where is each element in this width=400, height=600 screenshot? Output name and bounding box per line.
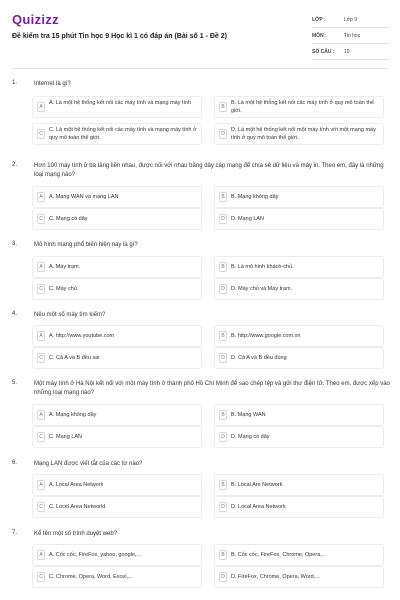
option-text: C. Mạng có dây xyxy=(49,216,88,222)
option-letter: D xyxy=(219,129,227,139)
meta-value: 10 xyxy=(344,48,350,55)
option-letter: A xyxy=(37,410,45,420)
option-text: D. Mạng LAN xyxy=(231,216,265,222)
option-letter: B xyxy=(219,550,227,560)
question-text: Nêu một số máy tìm kiếm? xyxy=(34,312,106,318)
option-letter: D xyxy=(219,432,227,442)
question-text: Một máy tính ở Hà Nội kết nối với một máy tính ở thành phố Hồ Chí Minh để sao chép tệp và gửi thư điện tử. Theo em, được xếp vào những loại mạng nào? xyxy=(34,381,390,396)
option-a[interactable] xyxy=(32,474,202,496)
option-text: D. Máy chủ và Máy trạm. xyxy=(231,286,293,292)
option-text: D. Local Area Network xyxy=(231,504,286,510)
option-letter: A xyxy=(37,262,45,272)
header-divider xyxy=(12,68,388,69)
option-text: D. Là một hệ thống kết nối một máy tính với một mạng máy tính ở quy mô toàn thế giới. xyxy=(231,127,376,141)
option-text: D. Cả A và B đều đúng xyxy=(231,355,287,361)
meta-table xyxy=(312,12,390,60)
option-letter: C xyxy=(37,502,45,512)
option-d[interactable] xyxy=(214,208,384,230)
option-c[interactable] xyxy=(32,347,202,369)
option-text: C. Mạng LAN xyxy=(49,434,83,440)
option-letter: D xyxy=(219,353,227,363)
question-text: Hơn 100 máy tính ở ba tầng liền nhau, được nối với nhau bằng dây cáp mạng để chia sẻ dữ liệu và máy in. Theo em, đây là những loại mạng nào? xyxy=(34,163,384,178)
option-c[interactable] xyxy=(32,278,202,300)
option-letter: B xyxy=(219,192,227,202)
option-b[interactable] xyxy=(214,256,384,278)
option-text: A. http://www.youtube.com xyxy=(49,333,115,339)
option-b[interactable] xyxy=(214,404,384,426)
option-text: B. Local Are Network xyxy=(231,482,283,488)
option-d[interactable] xyxy=(214,347,384,369)
option-letter: B xyxy=(219,102,227,112)
option-letter: C xyxy=(37,214,45,224)
option-letter: D xyxy=(219,572,227,582)
meta-row-subject xyxy=(312,28,390,44)
option-text: A. Mạng không dây xyxy=(49,412,97,418)
option-text: B. Là mô hình khách-chủ. xyxy=(231,264,294,270)
quizizz-logo: Quizizz xyxy=(12,12,59,27)
option-text: C. Là một hệ thống kết nối các máy tính và mạng máy tính ở quy mô toàn thế giới. xyxy=(49,127,197,141)
option-c[interactable] xyxy=(32,426,202,448)
option-text: C. Chrome, Opera, Word, Excel,... xyxy=(49,574,133,580)
option-text: B. Mạng WAN xyxy=(231,412,266,418)
meta-value: Lớp 9 xyxy=(344,16,358,23)
option-d[interactable] xyxy=(214,496,384,518)
option-a[interactable] xyxy=(32,325,202,347)
option-letter: A xyxy=(37,550,45,560)
option-c[interactable] xyxy=(32,123,202,145)
option-letter: B xyxy=(219,262,227,272)
worksheet-title: Đề kiểm tra 15 phút Tin học 9 Học kì 1 có đáp án (Bài số 1 - Đề 2) xyxy=(12,33,227,40)
option-letter: C xyxy=(37,572,45,582)
question-number: 2. xyxy=(12,162,18,168)
meta-value: Tin học xyxy=(344,32,361,39)
option-a[interactable] xyxy=(32,186,202,208)
option-letter: D xyxy=(219,214,227,224)
option-text: A. Máy trạm. xyxy=(49,264,81,270)
meta-label: SỐ CÂU : xyxy=(312,48,335,55)
option-text: D. Mạng có dây xyxy=(231,434,270,440)
option-text: A. Cốc cốc, FireFox, yahoo, google,... xyxy=(49,552,142,558)
option-d[interactable] xyxy=(214,278,384,300)
worksheet-header xyxy=(0,0,400,68)
question-text: Mô hình mạng phổ biến hiện nay là gì? xyxy=(34,242,138,248)
option-text: C. Cả A và B đều sai xyxy=(49,355,100,361)
question-number: 6. xyxy=(12,460,18,466)
option-text: B. Cốc cốc, FireFox, Chrome, Opera,... xyxy=(231,552,327,558)
option-b[interactable] xyxy=(214,544,384,566)
option-letter: A xyxy=(37,480,45,490)
option-text: B. Mạng không dây xyxy=(231,194,279,200)
option-c[interactable] xyxy=(32,496,202,518)
meta-label: MÔN : xyxy=(312,32,327,39)
option-letter: A xyxy=(37,331,45,341)
option-letter: C xyxy=(37,432,45,442)
question-text: Internet là gì? xyxy=(34,81,71,87)
question-number: 4. xyxy=(12,311,18,317)
option-b[interactable] xyxy=(214,96,384,118)
meta-label: LỚP : xyxy=(312,16,326,23)
option-text: C. Máy chủ. xyxy=(49,286,79,292)
option-letter: B xyxy=(219,331,227,341)
option-d[interactable] xyxy=(214,123,384,145)
option-letter: D xyxy=(219,284,227,294)
option-letter: C xyxy=(37,353,45,363)
option-letter: B xyxy=(219,410,227,420)
option-c[interactable] xyxy=(32,208,202,230)
question-text: Kể tên một số trình duyệt web? xyxy=(34,531,118,537)
option-b[interactable] xyxy=(214,325,384,347)
meta-row-class xyxy=(312,12,390,28)
option-text: B. http://www.google.com.vn xyxy=(231,333,301,339)
option-letter: D xyxy=(219,502,227,512)
option-b[interactable] xyxy=(214,474,384,496)
option-text: D. FireFox, Chrome, Opera, Word,... xyxy=(231,574,320,580)
meta-row-count xyxy=(312,44,390,60)
option-letter: C xyxy=(37,284,45,294)
question-number: 1. xyxy=(12,80,18,86)
option-text: A. Local Area Network xyxy=(49,482,104,488)
option-d[interactable] xyxy=(214,426,384,448)
option-text: A. Mạng WAN và mạng LAN xyxy=(49,194,119,200)
question-number: 5. xyxy=(12,380,18,386)
option-a[interactable] xyxy=(32,96,202,118)
option-d[interactable] xyxy=(214,566,384,588)
option-letter: A xyxy=(37,192,45,202)
option-text: A. Là một hệ thống kết nối các máy tính và mạng máy tính xyxy=(49,100,192,106)
option-letter: C xyxy=(37,129,45,139)
option-text: C. Locel Area Networld xyxy=(49,504,106,510)
option-c[interactable] xyxy=(32,566,202,588)
option-a[interactable] xyxy=(32,256,202,278)
option-a[interactable] xyxy=(32,544,202,566)
option-letter: A xyxy=(37,102,45,112)
question-text: Mạng LAN được viết tắt của các từ nào? xyxy=(34,461,143,467)
option-b[interactable] xyxy=(214,186,384,208)
question-number: 3. xyxy=(12,241,18,247)
option-text: B. Là một hệ thống kết nối các máy tính ở quy mô toàn thế giới. xyxy=(231,100,375,114)
question-number: 7. xyxy=(12,530,18,536)
option-letter: B xyxy=(219,480,227,490)
option-a[interactable] xyxy=(32,404,202,426)
